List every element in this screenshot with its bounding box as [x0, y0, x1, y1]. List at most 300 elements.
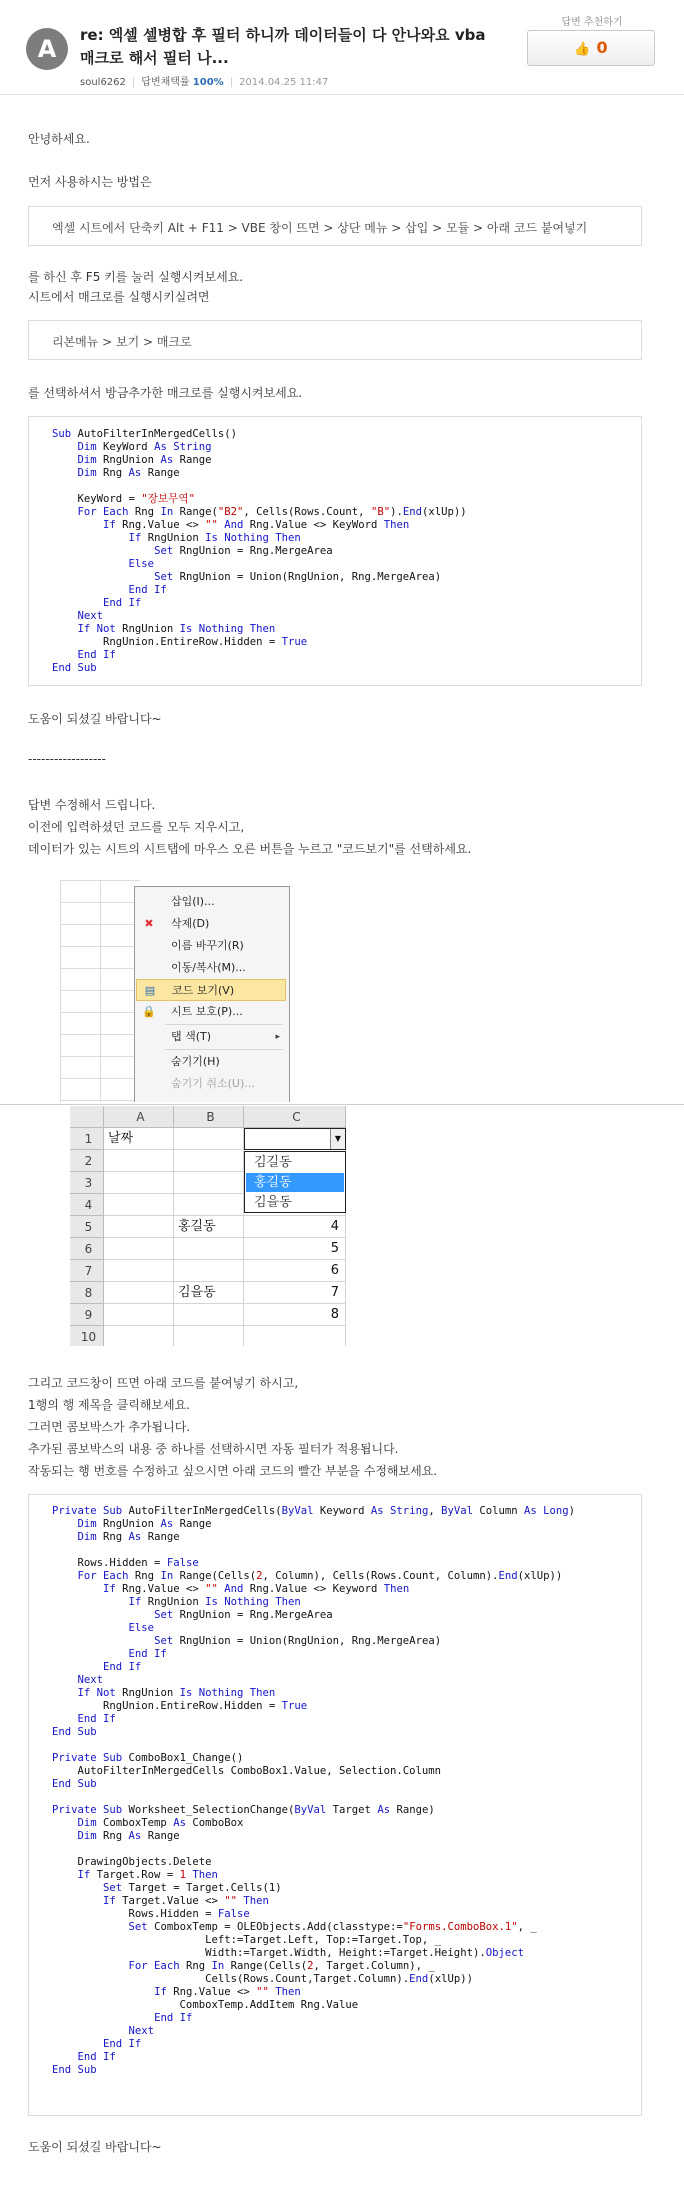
- code-line: [52, 1973, 575, 1986]
- cell-a[interactable]: [104, 1194, 174, 1216]
- code-keyword: In: [160, 1570, 174, 1582]
- code-keyword: As String: [370, 1505, 429, 1517]
- cell-a[interactable]: [104, 1326, 174, 1346]
- code-literal: "": [256, 1986, 269, 1998]
- answer-rate-label: 답변채택률: [141, 77, 190, 88]
- code-text: RngUnion.EntireRow.Hidden =: [52, 1700, 282, 1712]
- body-text: 도움이 되셨길 바랍니다~: [28, 2140, 162, 2154]
- combo-box-option[interactable]: 김을동: [254, 1195, 292, 1210]
- code-text: [52, 467, 78, 479]
- code-keyword: End If: [77, 649, 116, 661]
- code-keyword: End If: [77, 1713, 116, 1725]
- recommend-button[interactable]: [527, 30, 655, 66]
- sheet-tab-context-menu: [134, 886, 290, 1102]
- code-keyword: For Each: [77, 1570, 129, 1582]
- code-text: [52, 1583, 103, 1595]
- code-line: [52, 662, 467, 675]
- body-text: 그러면 콤보박스가 추가됩니다.: [28, 1420, 191, 1434]
- code-keyword: If: [103, 1583, 116, 1595]
- code-text: RngUnion = Rng.MergeArea: [173, 545, 333, 557]
- cell-c[interactable]: 7: [244, 1282, 346, 1304]
- spreadsheet-screenshot: [70, 1106, 360, 1346]
- cell-c[interactable]: 8: [244, 1304, 346, 1326]
- code-text: [52, 2012, 154, 2024]
- code-keyword: If Not: [77, 623, 116, 635]
- code-keyword: Object: [485, 1947, 524, 1959]
- body-text: 안녕하세요.: [28, 132, 90, 146]
- code-keyword: Is Nothing Then: [205, 1596, 301, 1608]
- code-keyword: If: [103, 1895, 116, 1907]
- cell-c[interactable]: 4: [244, 1216, 346, 1238]
- code-keyword: False: [166, 1557, 199, 1569]
- code-text: RngUnion: [96, 1518, 161, 1530]
- row-header[interactable]: 7: [70, 1260, 104, 1282]
- code-keyword: As: [160, 1518, 174, 1530]
- code-line: [52, 1596, 575, 1609]
- code-text: (xlUp)): [421, 506, 467, 518]
- body-text: 먼저 사용하시는 방법은: [28, 175, 152, 189]
- code-block-2-content: [52, 1505, 575, 2077]
- cell-b[interactable]: [174, 1238, 244, 1260]
- cell-a[interactable]: 날짜: [104, 1128, 174, 1150]
- code-text: [52, 649, 78, 661]
- code-line: [52, 1622, 575, 1635]
- code-keyword: End If: [128, 1648, 167, 1660]
- cell-a[interactable]: [104, 1216, 174, 1238]
- code-text: ,: [428, 1505, 442, 1517]
- code-text: ): [568, 1505, 576, 1517]
- code-line: [52, 1752, 575, 1765]
- code-text: Rng: [128, 1570, 161, 1582]
- body-text: 추가된 콤보박스의 내용 중 하나를 선택하시면 자동 필터가 적용됩니다.: [28, 1442, 399, 1456]
- code-keyword: As: [173, 1817, 186, 1829]
- code-text: RngUnion: [96, 454, 161, 466]
- code-keyword: As: [128, 1830, 142, 1842]
- combo-box-list: [244, 1151, 346, 1213]
- code-line: [52, 2012, 575, 2025]
- code-keyword: End Sub: [52, 662, 97, 674]
- code-text: (xlUp)): [517, 1570, 563, 1582]
- code-text: RngUnion: [141, 1596, 206, 1608]
- code-keyword: Set: [154, 1609, 174, 1621]
- code-text: Range(: [173, 506, 218, 518]
- cell-a[interactable]: [104, 1282, 174, 1304]
- sheet-grid-background: [60, 880, 140, 1102]
- cell-b[interactable]: [174, 1194, 244, 1216]
- code-keyword: If: [154, 1986, 167, 1998]
- body-text: 를 선택하셔서 방금추가한 매크로를 실행시켜보세요.: [28, 386, 303, 400]
- code-text: ComboxTemp = OLEObjects.Add(classtype:=: [147, 1921, 403, 1933]
- code-line: [52, 1557, 575, 1570]
- context-menu-item-label: 숨기기 취소(U)...: [171, 1077, 255, 1090]
- code-text: [52, 584, 129, 596]
- code-keyword: As: [128, 1531, 142, 1543]
- code-text: , Cells(Rows.Count,: [243, 506, 371, 518]
- instruction-box-text: 엑셀 시트에서 단축키 Alt + F11 > VBE 창이 뜨면 > 상단 메뉴 > 삽입 > 모듈 > 아래 코드 붙여넣기: [52, 221, 588, 235]
- code-text: AutoFilterInMergedCells ComboBox1.Value, Selection.Column: [52, 1765, 442, 1777]
- code-keyword: If Not: [77, 1687, 116, 1699]
- code-text: Column: [472, 1505, 525, 1517]
- code-text: [52, 532, 129, 544]
- combo-box[interactable]: [244, 1128, 346, 1150]
- column-header[interactable]: C: [244, 1106, 346, 1128]
- code-line: [52, 1791, 575, 1804]
- code-line: [52, 1778, 575, 1791]
- context-menu-item-label: 탭 색(T): [171, 1030, 212, 1043]
- cell-b[interactable]: [174, 1326, 244, 1346]
- code-line: [52, 2025, 575, 2038]
- code-keyword: Private Sub: [52, 1804, 123, 1816]
- code-line: [52, 1765, 575, 1778]
- code-text: AutoFilterInMergedCells(): [71, 428, 237, 440]
- code-line: [52, 558, 467, 571]
- code-text: Rng: [96, 1531, 129, 1543]
- code-text: Left:=Target.Left, Top:=Target.Top, _: [52, 1934, 442, 1946]
- code-text: Rng.Value <> Keyword: [243, 1583, 384, 1595]
- context-menu-item-label: 이름 바꾸기(R): [171, 939, 244, 952]
- code-keyword: If: [128, 532, 142, 544]
- code-literal: 2: [307, 1960, 314, 1972]
- code-text: Target: [326, 1804, 378, 1816]
- code-line: [52, 1687, 575, 1700]
- code-keyword: Set: [103, 1882, 123, 1894]
- code-keyword: Else: [128, 558, 155, 570]
- cell-b[interactable]: [174, 1304, 244, 1326]
- code-line: [52, 597, 467, 610]
- code-text: Rng: [179, 1960, 212, 1972]
- code-line: [52, 1804, 575, 1817]
- body-text: 도움이 되셨길 바랍니다~: [28, 712, 162, 726]
- code-text: ComboxTemp: [96, 1817, 174, 1829]
- code-keyword: Then: [243, 1895, 269, 1907]
- code-text: Range(Cells(: [173, 1570, 257, 1582]
- code-keyword: And: [224, 519, 244, 531]
- code-literal: "Forms.ComboBox.1": [402, 1921, 518, 1933]
- code-line: [52, 1869, 575, 1882]
- row-header[interactable]: 10: [70, 1326, 104, 1346]
- body-text: 그리고 코드창이 뜨면 아래 코드를 붙여넣기 하시고,: [28, 1376, 299, 1390]
- code-text: [52, 558, 129, 570]
- code-keyword: Private Sub: [52, 1505, 123, 1517]
- code-keyword: Dim: [77, 1830, 97, 1842]
- column-header[interactable]: B: [174, 1106, 244, 1128]
- code-line: [52, 636, 467, 649]
- code-text: [52, 1869, 78, 1881]
- code-text: [52, 1661, 103, 1673]
- code-text: Rows.Hidden =: [52, 1557, 167, 1569]
- column-header[interactable]: A: [104, 1106, 174, 1128]
- code-keyword: Set: [154, 571, 174, 583]
- insert-icon: [142, 896, 156, 908]
- code-text: Target.Row =: [90, 1869, 180, 1881]
- context-menu-screenshot: [60, 880, 290, 1102]
- code-text: [52, 1609, 154, 1621]
- code-text: [52, 2051, 78, 2063]
- code-text: Rng.Value <> KeyWord: [243, 519, 384, 531]
- code-keyword: End Sub: [52, 2064, 97, 2076]
- code-text: [52, 1895, 103, 1907]
- code-text: [52, 506, 78, 518]
- code-text: [52, 1596, 129, 1608]
- code-text: Range: [141, 1531, 180, 1543]
- view-code-icon: ▤: [144, 984, 156, 997]
- code-line: [52, 1856, 575, 1869]
- code-keyword: Sub: [52, 428, 72, 440]
- row-header[interactable]: 4: [70, 1194, 104, 1216]
- code-line: [52, 493, 467, 506]
- body-text: 이전에 입력하셨던 코드를 모두 지우시고,: [28, 820, 245, 834]
- cell-b[interactable]: [174, 1128, 244, 1150]
- thumbs-up-icon: 👍: [574, 42, 591, 57]
- code-line: [52, 532, 467, 545]
- code-keyword: End If: [77, 2051, 116, 2063]
- code-text: ComboBox1_Change(): [122, 1752, 244, 1764]
- code-text: [52, 597, 103, 609]
- code-text: RngUnion.EntireRow.Hidden =: [52, 636, 282, 648]
- context-menu-item[interactable]: [136, 935, 286, 957]
- code-line: [52, 1674, 575, 1687]
- code-line: [52, 1635, 575, 1648]
- code-keyword: Is Nothing Then: [179, 1687, 276, 1699]
- code-text: [52, 441, 78, 453]
- row-header[interactable]: 2: [70, 1150, 104, 1172]
- code-text: Rng: [96, 1830, 129, 1842]
- code-text: ).: [390, 506, 403, 518]
- code-keyword: If: [128, 1596, 142, 1608]
- code-text: RngUnion = Union(RngUnion, Rng.MergeArea): [173, 571, 442, 583]
- avatar: A: [26, 28, 68, 70]
- cell-b[interactable]: 김을동: [174, 1282, 244, 1304]
- code-keyword: And: [224, 1583, 244, 1595]
- code-line: [52, 1882, 575, 1895]
- code-text: [52, 1531, 78, 1543]
- code-text: [52, 623, 78, 635]
- code-keyword: End If: [103, 597, 142, 609]
- body-text: 1행의 행 제목을 클릭해보세요.: [28, 1398, 190, 1412]
- combo-box-option[interactable]: 김길동: [254, 1155, 292, 1170]
- row-header[interactable]: 5: [70, 1216, 104, 1238]
- code-line: [52, 1817, 575, 1830]
- code-keyword: For Each: [128, 1960, 180, 1972]
- cell-b[interactable]: 홍길동: [174, 1216, 244, 1238]
- code-text: [52, 1882, 103, 1894]
- code-text: [52, 519, 103, 531]
- code-line: [52, 1518, 575, 1531]
- post-date: 2014.04.25 11:47: [239, 77, 329, 88]
- context-menu-item: [136, 1073, 286, 1095]
- code-text: [52, 571, 154, 583]
- select-all-corner[interactable]: [70, 1106, 104, 1128]
- code-line: [52, 506, 467, 519]
- code-line: [52, 441, 467, 454]
- code-line: [52, 610, 467, 623]
- divider-text: ------------------: [28, 752, 106, 766]
- cell-c[interactable]: [244, 1326, 346, 1346]
- code-text: AutoFilterInMergedCells(: [122, 1505, 282, 1517]
- code-text: , Column), Cells(Rows.Count, Column).: [262, 1570, 499, 1582]
- code-keyword: End If: [103, 1661, 142, 1673]
- cell-c[interactable]: 5: [244, 1238, 346, 1260]
- code-keyword: ByVal: [281, 1505, 314, 1517]
- submenu-arrow-icon: ▸: [275, 1032, 280, 1042]
- code-line: [52, 1505, 575, 1518]
- code-line: [52, 1999, 575, 2012]
- instruction-box-text: 리본메뉴 > 보기 > 매크로: [52, 335, 192, 349]
- code-keyword: As: [160, 454, 174, 466]
- code-keyword: Else: [128, 1622, 155, 1634]
- code-text: Range: [141, 1830, 180, 1842]
- code-text: Worksheet_SelectionChange(: [122, 1804, 295, 1816]
- code-keyword: Is Nothing Then: [205, 532, 301, 544]
- code-text: Cells(Rows.Count,Target.Column).: [52, 1973, 410, 1985]
- code-keyword: End Sub: [52, 1726, 97, 1738]
- code-line: [52, 1843, 575, 1856]
- code-keyword: Dim: [77, 467, 97, 479]
- context-menu-item[interactable]: [136, 957, 286, 979]
- code-line: [52, 623, 467, 636]
- code-keyword: As Long: [524, 1505, 569, 1517]
- code-text: Rng.Value <>: [115, 519, 206, 531]
- cell-a[interactable]: [104, 1304, 174, 1326]
- code-keyword: End: [402, 506, 422, 518]
- cell-a[interactable]: [104, 1150, 174, 1172]
- code-literal: "B2": [217, 506, 244, 518]
- menu-separator: [165, 1049, 283, 1050]
- code-text: [52, 1960, 129, 1972]
- menu-separator: [165, 1024, 283, 1025]
- code-text: [52, 545, 154, 557]
- code-keyword: In: [160, 506, 174, 518]
- code-keyword: True: [281, 1700, 308, 1712]
- code-text: RngUnion: [141, 532, 206, 544]
- code-line: [52, 480, 467, 493]
- code-line: [52, 1661, 575, 1674]
- context-menu-item-label: 코드 보기(V): [172, 984, 235, 997]
- delete-icon: ✖: [144, 917, 154, 930]
- code-text: [52, 454, 78, 466]
- context-menu-item[interactable]: [136, 1026, 286, 1048]
- code-text: RngUnion: [115, 1687, 180, 1699]
- context-menu-item[interactable]: [136, 913, 286, 935]
- cell-a[interactable]: [104, 1238, 174, 1260]
- code-line: [52, 1648, 575, 1661]
- code-line: [52, 2064, 575, 2077]
- combo-box-option[interactable]: 홍길동: [246, 1173, 344, 1192]
- code-literal: "": [205, 1583, 218, 1595]
- context-menu-item-label: 삽입(I)...: [171, 895, 215, 908]
- code-literal: "": [224, 1895, 237, 1907]
- author-link[interactable]: soul6262: [80, 77, 126, 88]
- cell-b[interactable]: [174, 1150, 244, 1172]
- code-line: [52, 1570, 575, 1583]
- code-keyword: Then: [192, 1869, 218, 1881]
- code-keyword: As: [377, 1804, 391, 1816]
- code-keyword: Dim: [77, 1518, 97, 1530]
- body-text: 답변 수정해서 드립니다.: [28, 798, 156, 812]
- body-text: 작동되는 행 번호를 수정하고 싶으시면 아래 코드의 빨간 부분을 수정해보세요.: [28, 1464, 438, 1478]
- code-text: KeyWord =: [52, 493, 142, 505]
- code-keyword: True: [281, 636, 308, 648]
- row-header[interactable]: 6: [70, 1238, 104, 1260]
- code-literal: 1: [179, 1869, 186, 1881]
- code-keyword: Then: [383, 1583, 410, 1595]
- code-keyword: Set: [128, 1921, 148, 1933]
- code-text: [52, 1921, 129, 1933]
- code-keyword: Private Sub: [52, 1752, 123, 1764]
- cell-a[interactable]: [104, 1172, 174, 1194]
- code-keyword: Dim: [77, 1531, 97, 1543]
- code-keyword: End: [409, 1973, 429, 1985]
- context-menu-item[interactable]: [136, 1001, 286, 1023]
- code-keyword: If: [103, 519, 116, 531]
- code-text: [52, 1986, 154, 1998]
- code-text: Target.Value <>: [115, 1895, 225, 1907]
- code-literal: 2: [256, 1570, 263, 1582]
- code-line: [52, 1713, 575, 1726]
- header-divider: [0, 94, 684, 95]
- cell-a[interactable]: [104, 1260, 174, 1282]
- code-text: Rng.Value <>: [166, 1986, 257, 1998]
- row-header[interactable]: 9: [70, 1304, 104, 1326]
- row-header[interactable]: 3: [70, 1172, 104, 1194]
- code-keyword: Then: [275, 1986, 301, 1998]
- code-keyword: ByVal: [441, 1505, 473, 1517]
- recommend-count: 0: [596, 38, 608, 57]
- cell-c[interactable]: 6: [244, 1260, 346, 1282]
- body-text: 를 하신 후 F5 키를 눌러 실행시켜보세요.: [28, 270, 244, 284]
- code-text: Range: [173, 1518, 212, 1530]
- code-line: [52, 1960, 575, 1973]
- code-line: [52, 1986, 575, 1999]
- code-text: Rows.Hidden =: [52, 1908, 218, 1920]
- cell-b[interactable]: [174, 1260, 244, 1282]
- code-line: [52, 1700, 575, 1713]
- row-header[interactable]: 1: [70, 1128, 104, 1150]
- code-line: [52, 1908, 575, 1921]
- code-keyword: Next: [128, 2025, 155, 2037]
- code-text: , Target.Column), _: [313, 1960, 435, 1972]
- context-menu-item-label: 이동/복사(M)...: [171, 961, 246, 974]
- code-line: [52, 1830, 575, 1843]
- code-text: Range(Cells(: [224, 1960, 308, 1972]
- answer-title[interactable]: re: 엑셀 셀병합 후 필터 하니까 데이터들이 다 안나와요 vba 매크로 해서 필터 나...: [80, 26, 486, 67]
- code-keyword: End If: [154, 2012, 193, 2024]
- code-keyword: Dim: [77, 454, 97, 466]
- code-line: [52, 1583, 575, 1596]
- dropdown-arrow-icon[interactable]: ▼: [330, 1129, 345, 1149]
- code-line: [52, 454, 467, 467]
- code-line: [52, 519, 467, 532]
- code-line: [52, 1895, 575, 1908]
- code-text: [52, 1817, 78, 1829]
- code-keyword: Is Nothing Then: [179, 623, 276, 635]
- context-menu-item[interactable]: [136, 979, 286, 1001]
- context-menu-item[interactable]: [136, 891, 286, 913]
- code-keyword: End Sub: [52, 1778, 97, 1790]
- recommend-label: 답변 추천하기: [561, 17, 623, 28]
- code-text: [52, 1518, 78, 1530]
- row-header[interactable]: 8: [70, 1282, 104, 1304]
- answer-rate-value: 100%: [192, 77, 224, 88]
- context-menu-item-label: 숨기기(H): [171, 1055, 220, 1068]
- code-keyword: Dim: [77, 441, 97, 453]
- context-menu-item[interactable]: [136, 1051, 286, 1073]
- code-text: RngUnion: [115, 623, 180, 635]
- code-text: Range): [390, 1804, 435, 1816]
- code-line: [52, 1609, 575, 1622]
- cell-b[interactable]: [174, 1172, 244, 1194]
- code-text: Rng.Value <>: [115, 1583, 206, 1595]
